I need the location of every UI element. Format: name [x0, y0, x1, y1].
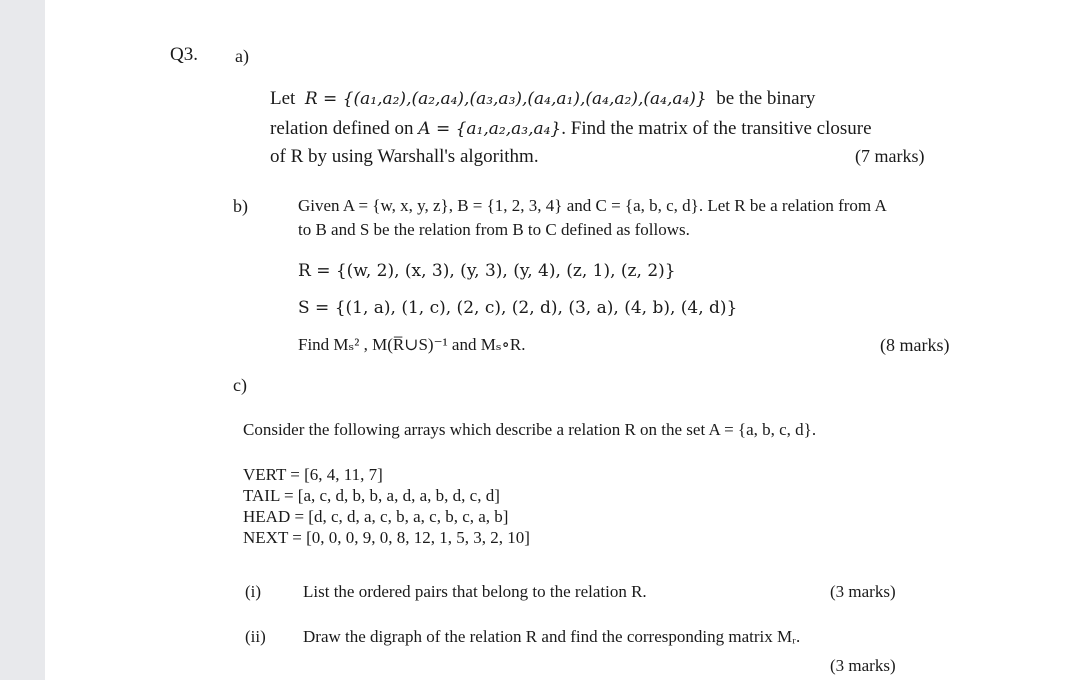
part-c-head: HEAD = [d, c, d, a, c, b, a, c, b, c, a, b] — [243, 507, 509, 526]
part-c-next: NEXT = [0, 0, 0, 9, 0, 8, 12, 1, 5, 3, 2, 10] — [243, 528, 530, 547]
part-c-label: c) — [233, 375, 247, 395]
part-b-line-2: to B and S be the relation from B to C defined as follows. — [298, 220, 690, 239]
part-a-defined-on: relation defined on — [270, 118, 414, 139]
part-c-vert: VERT = [6, 4, 11, 7] — [243, 465, 383, 484]
part-a-label: a) — [235, 46, 249, 66]
part-c-i-text: List the ordered pairs that belong to the relation R. — [303, 582, 647, 601]
part-a-line-3: of R by using Warshall's algorithm. — [270, 146, 539, 167]
part-b-label: b) — [233, 196, 248, 216]
part-a-line-2 — [270, 116, 872, 142]
part-a-let: Let — [270, 88, 296, 109]
part-b-marks: (8 marks) — [880, 335, 950, 355]
part-a-set-a: A = {a₁,a₂,a₃,a₄} — [418, 119, 562, 139]
viewer-margin — [0, 0, 45, 680]
question-number: Q3. — [170, 44, 198, 65]
part-c-i-marks: (3 marks) — [830, 582, 896, 601]
part-c-ii-text: Draw the digraph of the relation R and find the corresponding matrix Mᵣ. — [303, 627, 801, 646]
part-a-line-1 — [270, 86, 815, 112]
part-a-relation-r: R = {(a₁,a₂),(a₂,a₄),(a₃,a₃),(a₄,a₁),(a₄,a₂),(a₄,a₄)} — [304, 89, 707, 109]
question-page — [45, 0, 1080, 680]
part-b-relation-s: S = {(1, a), (1, c), (2, c), (2, d), (3, a), (4, b), (4, d)} — [298, 298, 738, 318]
part-c-i-label: (i) — [245, 582, 262, 601]
part-a-binary: be the binary — [716, 88, 816, 109]
part-b-find-line: Find Mₛ² , M(R̅∪S)⁻¹ and Mₛ∘R. — [298, 335, 526, 354]
part-c-ii-label: (ii) — [245, 627, 266, 646]
part-c-tail: TAIL = [a, c, d, b, b, a, d, a, b, d, c, d] — [243, 486, 500, 505]
part-a-find-closure: . Find the matrix of the transitive closure — [561, 118, 872, 139]
part-c-intro: Consider the following arrays which describe a relation R on the set A = {a, b, c, d}. — [243, 420, 817, 439]
part-b-line-1: Given A = {w, x, y, z}, B = {1, 2, 3, 4} and C = {a, b, c, d}. Let R be a relation from A — [298, 196, 887, 215]
part-a-marks: (7 marks) — [855, 146, 925, 166]
part-c-ii-marks: (3 marks) — [830, 656, 896, 675]
part-b-relation-r: R = {(w, 2), (x, 3), (y, 3), (y, 4), (z, 1), (z, 2)} — [298, 261, 676, 281]
